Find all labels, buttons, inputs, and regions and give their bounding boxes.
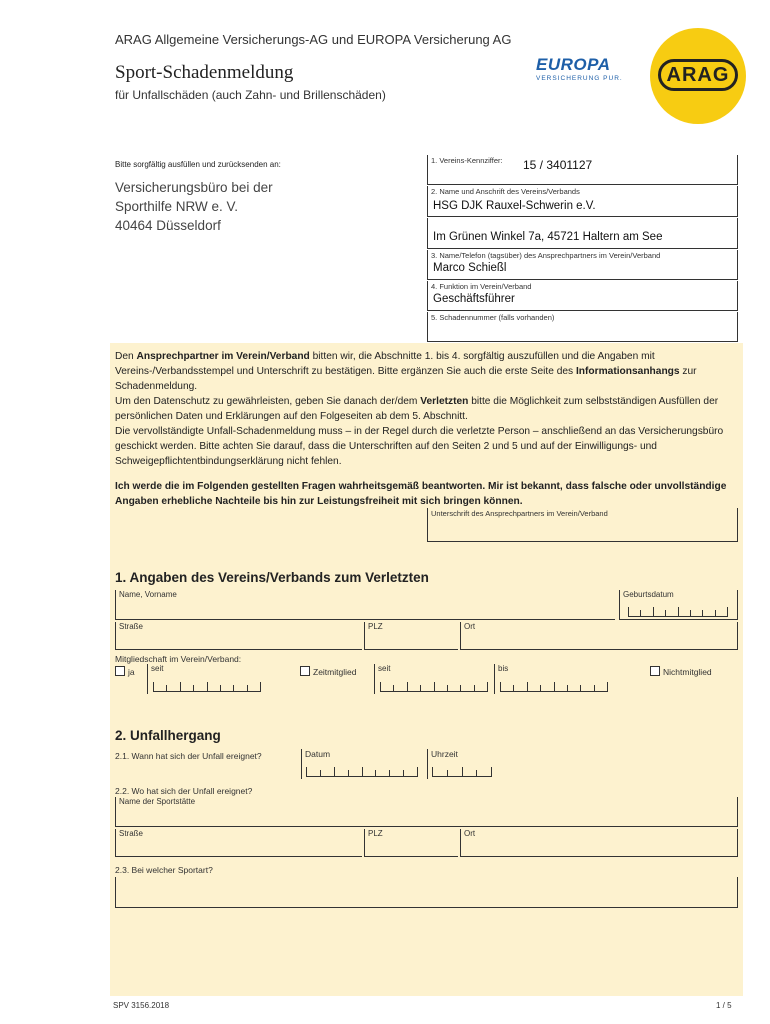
text: Den xyxy=(115,351,137,362)
street-label: Straße xyxy=(119,829,144,838)
text-bold: Informationsanhangs xyxy=(575,366,680,377)
tick-mark xyxy=(460,685,461,691)
tick-mark xyxy=(403,770,404,776)
text: bitte die Möglichkeit zum selbstständigen Ausfüllen der persönlichen Daten und Erklärungen auf den Folgeseiten ab dem 5. Abschnitt. xyxy=(115,396,719,422)
tick-mark xyxy=(715,610,716,616)
checkbox-nichtmitglied[interactable] xyxy=(650,666,660,676)
tick-mark xyxy=(380,682,381,691)
club-name-field[interactable] xyxy=(427,186,738,217)
contact-person-value: Marco Schießl xyxy=(433,262,507,274)
tick-mark xyxy=(260,682,261,691)
venue-plz-field[interactable] xyxy=(364,829,458,857)
tick-mark xyxy=(207,682,208,691)
instructions-text xyxy=(115,349,730,509)
membership-temporary[interactable] xyxy=(300,666,356,677)
truthfulness-statement: Ich werde die im Folgenden gestellten Fragen wahrheitsgemäß beantworten. Mir ist bekannt, dass falsche oder unvollständige Angaben erhebliche Nachteile bis hin zur Leistungsfreiheit mit sich bringen können. xyxy=(115,481,727,507)
plz-label: PLZ xyxy=(368,829,383,838)
tick-mark xyxy=(166,685,167,691)
tick-mark xyxy=(594,685,595,691)
tick-mark xyxy=(474,685,475,691)
club-name-value: HSG DJK Rauxel-Schwerin e.V. xyxy=(433,200,596,212)
tick-mark xyxy=(417,767,418,776)
tick-mark xyxy=(362,767,363,776)
membership-none[interactable] xyxy=(650,666,712,677)
claim-number-label: 5. Schadennummer (falls vorhanden) xyxy=(431,313,555,322)
text: Um den Datenschutz zu gewährleisten, geben Sie danach der/dem xyxy=(115,396,421,407)
tick-mark xyxy=(320,770,321,776)
tick-mark xyxy=(607,682,608,691)
question-2-3: 2.3. Bei welcher Sportart? xyxy=(115,865,213,875)
accident-date-field[interactable] xyxy=(301,749,423,779)
tick-mark xyxy=(180,682,181,691)
instructions-paragraph xyxy=(115,394,730,424)
city-label: Ort xyxy=(464,622,476,631)
tick-mark xyxy=(447,770,448,776)
tick-mark xyxy=(500,682,501,691)
tick-mark xyxy=(393,685,394,691)
signature-label: Unterschrift des Ansprechpartners im Verein/Verband xyxy=(431,509,608,518)
tick-mark xyxy=(348,770,349,776)
form-code: SPV 3156.2018 xyxy=(113,1001,170,1010)
tick-mark xyxy=(153,682,154,691)
city-label: Ort xyxy=(464,829,476,838)
form-subtitle: für Unfallschäden (auch Zahn- und Brillenschäden) xyxy=(115,88,386,102)
arag-logo xyxy=(650,28,746,124)
ja-label: ja xyxy=(128,667,135,677)
date-ticks xyxy=(628,608,728,617)
section1-heading: 1. Angaben des Vereins/Verbands zum Verletzten xyxy=(115,570,429,585)
tick-mark xyxy=(487,682,488,691)
membership-label: Mitgliedschaft im Verein/Verband: xyxy=(115,654,242,664)
venue-street-field[interactable] xyxy=(115,829,362,857)
zeitmitglied-label: Zeitmitglied xyxy=(313,667,357,677)
tick-mark xyxy=(527,682,528,691)
venue-label: Name der Sportstätte xyxy=(119,797,196,806)
company-name: ARAG Allgemeine Versicherungs-AG und EUROPA Versicherung AG xyxy=(115,32,512,47)
tick-mark xyxy=(678,607,679,616)
birthdate-label: Geburtsdatum xyxy=(623,590,674,599)
until-label: bis xyxy=(498,664,509,673)
checkbox-zeitmitglied[interactable] xyxy=(300,666,310,676)
page-number: 1 / 5 xyxy=(716,1001,732,1010)
club-id-value: 15 / 3401127 xyxy=(523,158,593,172)
time-label: Uhrzeit xyxy=(431,749,458,759)
address-line: Sporthilfe NRW e. V. xyxy=(115,199,239,214)
tick-mark xyxy=(389,770,390,776)
plz-label: PLZ xyxy=(368,622,383,631)
tick-mark xyxy=(554,682,555,691)
return-address xyxy=(115,178,273,235)
name-label: Name, Vorname xyxy=(119,590,177,599)
tick-mark xyxy=(567,685,568,691)
tick-mark xyxy=(432,767,433,776)
tick-mark xyxy=(476,770,477,776)
tick-mark xyxy=(334,767,335,776)
tick-mark xyxy=(653,607,654,616)
club-name-label: 2. Name und Anschrift des Vereins/Verbands xyxy=(431,187,580,196)
club-address-value: Im Grünen Winkel 7a, 45721 Haltern am See xyxy=(433,231,663,243)
instructions-paragraph xyxy=(115,349,730,394)
membership-since-field[interactable] xyxy=(147,664,267,694)
tick-mark xyxy=(513,685,514,691)
tick-mark xyxy=(690,610,691,616)
club-id-field[interactable] xyxy=(427,155,738,185)
text-bold: Ansprechpartner im Verein/Verband xyxy=(136,351,310,362)
contact-function-field[interactable] xyxy=(427,281,738,311)
question-2-1: 2.1. Wann hat sich der Unfall ereignet? xyxy=(115,751,262,761)
date-ticks xyxy=(306,768,418,777)
claim-number-field[interactable] xyxy=(427,312,738,342)
tick-mark xyxy=(580,685,581,691)
europa-tagline: VERSICHERUNG PUR. xyxy=(536,75,623,82)
arag-logo-text: ARAG xyxy=(658,59,738,91)
venue-city-field[interactable] xyxy=(460,829,738,857)
address-line: 40464 Düsseldorf xyxy=(115,218,221,233)
tick-mark xyxy=(540,685,541,691)
tick-mark xyxy=(491,767,492,776)
temporary-until-field[interactable] xyxy=(494,664,614,694)
date-ticks xyxy=(380,683,488,692)
tick-mark xyxy=(640,610,641,616)
sport-field[interactable] xyxy=(115,877,738,908)
address-line: Versicherungsbüro bei der xyxy=(115,180,273,195)
tick-mark xyxy=(462,767,463,776)
name-field[interactable] xyxy=(115,590,615,620)
text: zur Schadenmeldung. xyxy=(115,366,697,392)
question-2-2: 2.2. Wo hat sich der Unfall ereignet? xyxy=(115,786,253,796)
club-address-field[interactable] xyxy=(427,218,738,249)
time-ticks xyxy=(432,768,492,777)
tick-mark xyxy=(247,685,248,691)
section2-heading: 2. Unfallhergang xyxy=(115,728,221,743)
contact-function-label: 4. Funktion im Verein/Verband xyxy=(431,282,532,291)
tick-mark xyxy=(447,685,448,691)
tick-mark xyxy=(665,610,666,616)
tick-mark xyxy=(375,770,376,776)
accident-time-field[interactable] xyxy=(427,749,497,779)
membership-ja[interactable] xyxy=(115,666,135,677)
contact-person-field[interactable] xyxy=(427,250,738,280)
tick-mark xyxy=(220,685,221,691)
tick-mark xyxy=(233,685,234,691)
date-label: Datum xyxy=(305,749,331,759)
nichtmitglied-label: Nichtmitglied xyxy=(663,667,712,677)
since-label: seit xyxy=(151,664,164,673)
tick-mark xyxy=(306,767,307,776)
europa-logo xyxy=(536,56,630,82)
tick-mark xyxy=(434,682,435,691)
city-field[interactable] xyxy=(460,622,738,650)
plz-field[interactable] xyxy=(364,622,458,650)
club-id-label: 1. Vereins-Kennziffer: xyxy=(431,156,503,165)
street-field[interactable] xyxy=(115,622,362,650)
birthdate-field[interactable] xyxy=(619,590,738,620)
text: bitten wir, die Abschnitte 1. bis 4. sorgfältig auszufüllen und die Angaben mit Vereins-/Verbandsstempel und Unterschrift zu bestätigen. Bitte ergänzen Sie auch die erste Seite des xyxy=(115,351,655,377)
tick-mark xyxy=(193,685,194,691)
tick-mark xyxy=(702,610,703,616)
instructions-paragraph: Die vervollständigte Unfall-Schadenmeldung muss – in der Regel durch die verletzte Person – anschließend an das Versicherungsbüro geschickt werden. Bitte achten Sie darauf, dass die Unterschriften auf den Seiten 2 und 5 und auf der Einwilligungs- und Schweigepflichtentbindungserklärung nicht fehlen. xyxy=(115,426,724,467)
europa-logo-text: EUROPA xyxy=(536,55,611,74)
date-ticks xyxy=(500,683,608,692)
since-label: seit xyxy=(378,664,391,673)
text-bold: Verletzten xyxy=(420,396,469,407)
venue-field[interactable] xyxy=(115,797,738,827)
tick-mark xyxy=(628,607,629,616)
send-instruction: Bitte sorgfältig ausfüllen und zurücksenden an: xyxy=(115,160,281,169)
tick-mark xyxy=(727,607,728,616)
street-label: Straße xyxy=(119,622,144,631)
checkbox-ja[interactable] xyxy=(115,666,125,676)
contact-person-label: 3. Name/Telefon (tagsüber) des Ansprechpartners im Verein/Verband xyxy=(431,251,661,260)
contact-function-value: Geschäftsführer xyxy=(433,293,515,305)
form-title: Sport-Schadenmeldung xyxy=(115,62,294,83)
signature-field[interactable] xyxy=(427,508,738,542)
temporary-since-field[interactable] xyxy=(374,664,494,694)
tick-mark xyxy=(407,682,408,691)
date-ticks xyxy=(153,683,261,692)
tick-mark xyxy=(420,685,421,691)
